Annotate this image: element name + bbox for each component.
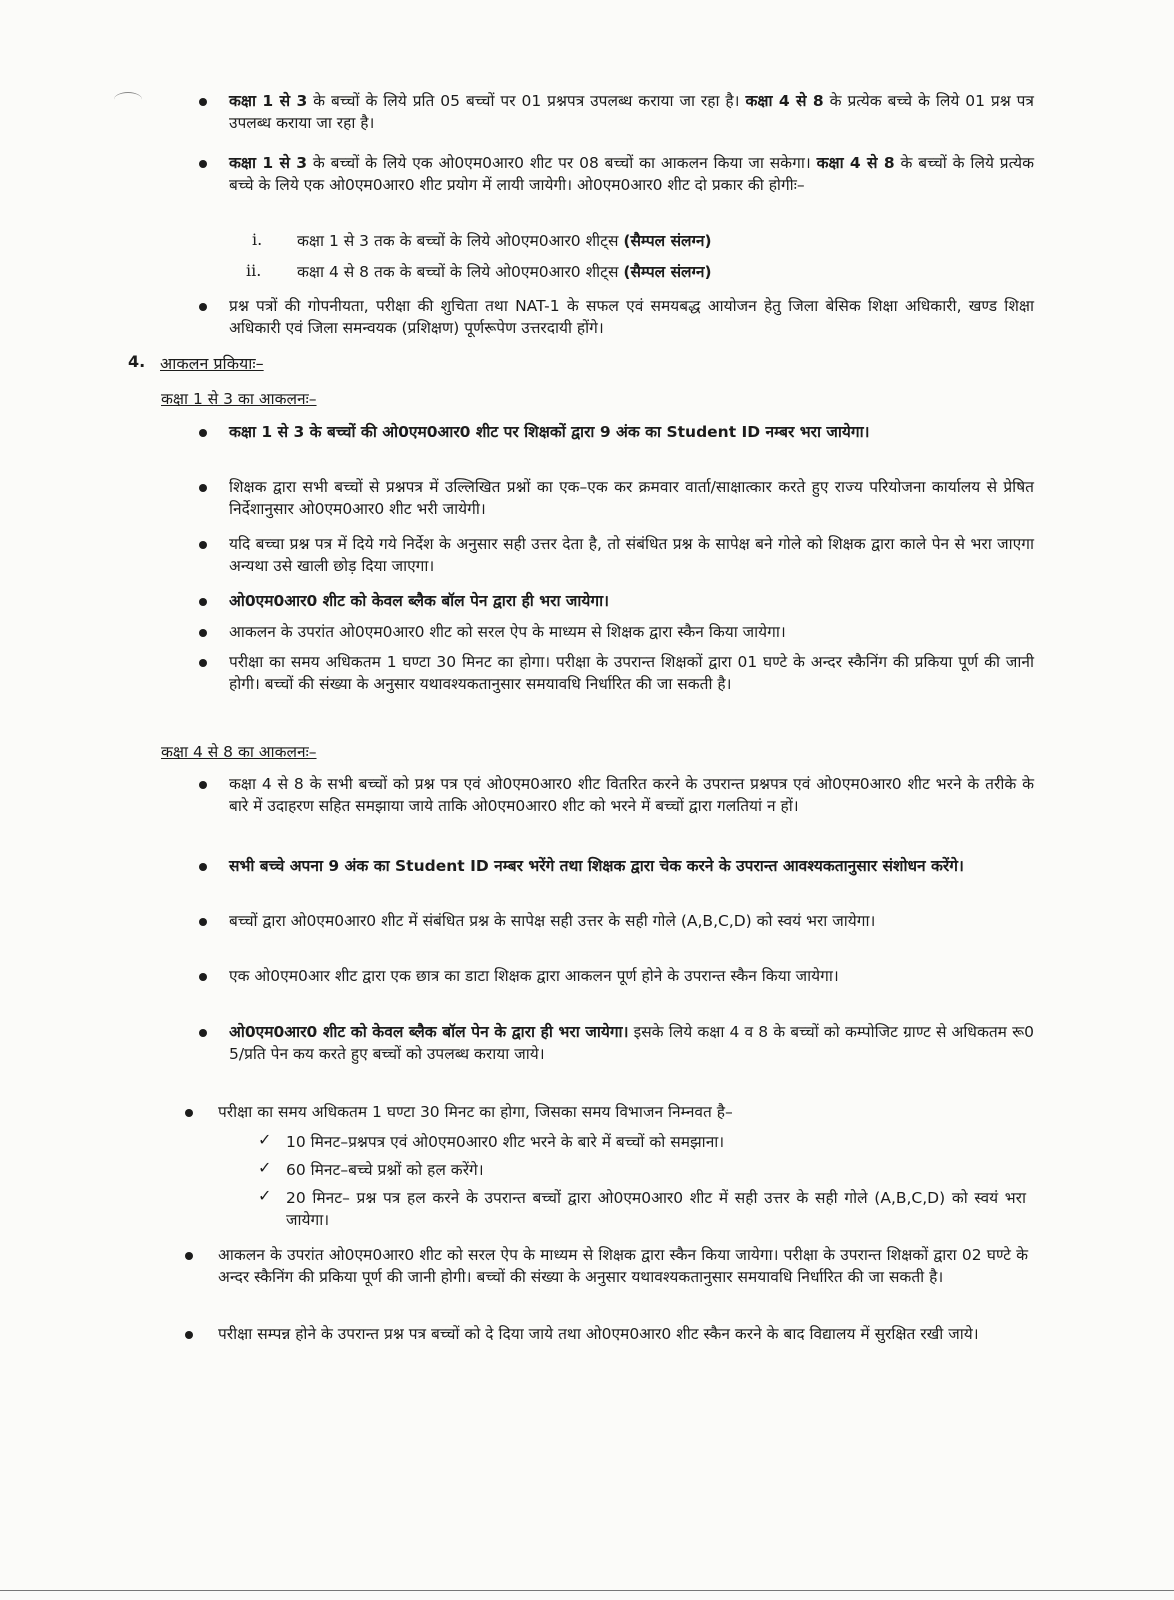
bullet-dot (199, 598, 207, 606)
bullet-item (229, 590, 1034, 612)
time-split-item (286, 1131, 1026, 1153)
body-text: इसके लिये कक्षा 4 व 8 के बच्चों को कम्पोजिट ग्राण्ट से अधिकतम रू0 5/प्रति पेन कय करते हुए बच्चों को उपलब्ध कराया जाये। (229, 1023, 1034, 1063)
bullet-dot (185, 1109, 193, 1117)
checkmark-icon: ✓ (258, 1186, 272, 1205)
checkmark-icon: ✓ (258, 1130, 272, 1149)
bold-text: कक्षा 4 से 8 (816, 154, 895, 172)
bullet-dot (199, 918, 207, 926)
omr-type-item (297, 261, 1017, 283)
body-text: आकलन के उपरांत ओ0एम0आर0 शीट को सरल ऐप के माध्यम से शिक्षक द्वारा स्कैन किया जायेगा। परीक्षा के उपरान्त शिक्षकों द्वारा 02 घण्टे के अन्दर स्कैनिंग की प्रकिया पूर्ण की जानी होगी। बच्चों की संख्या के अनुसार यथावश्यकतानुसार समयावधि निर्धारित की जा सकती है। (218, 1246, 1028, 1286)
body-text: शिक्षक द्वारा सभी बच्चों से प्रश्नपत्र में उल्लिखित प्रश्नों का एक–एक कर क्रमवार वार्ता/साक्षात्कार करते हुए राज्य परियोजना कार्यालय से प्रेषित निर्देशानुसार ओ0एम0आर0 शीट भरी जायेगी। (229, 478, 1034, 518)
bold-text: ओ0एम0आर0 शीट को केवल ब्लैक बॉल पेन के द्वारा ही भरा जायेगा। (229, 1023, 629, 1041)
time-split-item (286, 1187, 1026, 1231)
bullet-dot (199, 659, 207, 667)
bullet-dot (199, 863, 207, 871)
page-edge-line (0, 1590, 1174, 1591)
body-text: बच्चों द्वारा ओ0एम0आर0 शीट में संबंधित प्रश्न के सापेक्ष सही उत्तर के सही गोले (A,B,C,D) को स्वयं भरा जायेगा। (229, 912, 876, 930)
section-number: 4. (128, 352, 146, 371)
bullet-item (229, 295, 1034, 339)
roman-numeral: ii. (246, 261, 262, 280)
body-text: एक ओ0एम0आर शीट द्वारा एक छात्र का डाटा शिक्षक द्वारा आकलन पूर्ण होने के उपरान्त स्कैन किया जायेगा। (229, 967, 839, 985)
body-text: यदि बच्चा प्रश्न पत्र में दिये गये निर्देश के अनुसार सही उत्तर देता है, तो संबंधित प्रश्न के सापेक्ष बने गोले को शिक्षक द्वारा काले पेन से भरा जाएगा अन्यथा उसे खाली छोड़ दिया जाएगा। (229, 535, 1034, 575)
bullet-dot (199, 303, 207, 311)
bold-text: कक्षा 1 से 3 (229, 154, 308, 172)
scan-mark (114, 92, 142, 107)
bullet-dot (199, 541, 207, 549)
bullet-dot (185, 1252, 193, 1260)
time-split-item (286, 1159, 1026, 1181)
roman-numeral: i. (252, 230, 263, 249)
bullet-dot (199, 629, 207, 637)
bullet-item (229, 152, 1034, 196)
bold-text: (सैम्पल संलग्न) (623, 232, 712, 250)
bullet-item (229, 910, 1034, 932)
bullet-item (229, 773, 1034, 817)
bold-text: कक्षा 1 से 3 (229, 92, 308, 110)
bullet-dot (185, 1331, 193, 1339)
body-text: 10 मिनट–प्रश्नपत्र एवं ओ0एम0आर0 शीट भरने के बारे में बच्चों को समझाना। (286, 1133, 725, 1151)
bullet-dot (199, 781, 207, 789)
bold-text: सभी बच्चे अपना 9 अंक का Student ID नम्बर भरेंगे तथा शिक्षक द्वारा चेक करने के उपरान्त आवश्यकतानुसार संशोधन करेंगे। (229, 857, 964, 875)
bullet-dot (199, 160, 207, 168)
bullet-item (229, 965, 1034, 987)
bullet-item (229, 621, 1034, 643)
body-text: 60 मिनट–बच्चे प्रश्नों को हल करेंगे। (286, 1161, 484, 1179)
bullet-item (229, 1021, 1034, 1065)
body-text: कक्षा 4 से 8 तक के बच्चों के लिये ओ0एम0आर0 शीट्स (297, 263, 624, 281)
bold-text: ओ0एम0आर0 शीट को केवल ब्लैक बॉल पेन द्वारा ही भरा जायेगा। (229, 592, 609, 610)
bold-text: कक्षा 4 से 8 (745, 92, 824, 110)
bullet-dot (199, 429, 207, 437)
bullet-dot (199, 973, 207, 981)
bold-text: कक्षा 1 से 3 के बच्चों की ओ0एम0आर0 शीट पर शिक्षकों द्वारा 9 अंक का Student ID नम्बर भरा जायेगा। (229, 423, 870, 441)
bullet-item (229, 855, 1034, 877)
bullet-item (229, 421, 1034, 443)
body-text: के बच्चों के लिये एक ओ0एम0आर0 शीट पर 08 बच्चों का आकलन किया जा सकेगा। (307, 154, 817, 172)
bullet-item (229, 90, 1034, 134)
body-text: प्रश्न पत्रों की गोपनीयता, परीक्षा की शुचिता तथा NAT-1 के सफल एवं समयबद्ध आयोजन हेतु जिला बेसिक शिक्षा अधिकारी, खण्ड शिक्षा अधिकारी एवं जिला समन्वयक (प्रशिक्षण) पूर्णरूपेण उत्तरदायी होंगे। (229, 297, 1034, 337)
subsection-title: कक्षा 4 से 8 का आकलनः– (161, 743, 317, 761)
bullet-item (229, 476, 1034, 520)
bullet-dot (199, 1029, 207, 1037)
body-text: परीक्षा का समय अधिकतम 1 घण्टा 30 मिनट का होगा। परीक्षा के उपरान्त शिक्षकों द्वारा 01 घण्टे के अन्दर स्कैनिंग की प्रकिया पूर्ण की जानी होगी। बच्चों की संख्या के अनुसार यथावश्यकतानुसार समयावधि निर्धारित की जा सकती है। (229, 653, 1034, 693)
body-text: कक्षा 4 से 8 के सभी बच्चों को प्रश्न पत्र एवं ओ0एम0आर0 शीट वितरित करने के उपरान्त प्रश्नपत्र एवं ओ0एम0आर0 शीट भरने के तरीके के बारे में उदाहरण सहित समझाया जाये ताकि ओ0एम0आर0 शीट को भरने में बच्चों द्वारा गलतियां न हों। (229, 775, 1034, 815)
body-text: 20 मिनट– प्रश्न पत्र हल करने के उपरान्त बच्चों द्वारा ओ0एम0आर0 शीट में सही उत्तर के सही गोले (A,B,C,D) को स्वयं भरा जायेगा। (286, 1189, 1026, 1229)
body-text: के प्रत्येक बच्चे के लिये 01 प्रश्न पत्र उपलब्ध कराया जा रहा है। (229, 92, 1034, 132)
bold-text: (सैम्पल संलग्न) (623, 263, 712, 281)
bullet-item (229, 533, 1034, 577)
body-text: के बच्चों के लिये प्रति 05 बच्चों पर 01 प्रश्नपत्र उपलब्ध कराया जा रहा है। (307, 92, 746, 110)
section-title: आकलन प्रकियाः– (160, 354, 264, 373)
bullet-dot (199, 484, 207, 492)
bullet-item (218, 1323, 1028, 1345)
checkmark-icon: ✓ (258, 1158, 272, 1177)
body-text: के बच्चों के लिये प्रत्येक बच्चे के लिये एक ओ0एम0आर0 शीट प्रयोग में लायी जायेगी। ओ0एम0आर0 शीट दो प्रकार की होगीः– (229, 154, 1035, 194)
bullet-item (229, 651, 1034, 695)
subsection-title: कक्षा 1 से 3 का आकलनः– (161, 390, 317, 408)
body-text: परीक्षा का समय अधिकतम 1 घण्टा 30 मिनट का होगा, जिसका समय विभाजन निम्नवत है– (218, 1103, 733, 1121)
body-text: कक्षा 1 से 3 तक के बच्चों के लिये ओ0एम0आर0 शीट्स (297, 232, 624, 250)
body-text: परीक्षा सम्पन्न होने के उपरान्त प्रश्न पत्र बच्चों को दे दिया जाये तथा ओ0एम0आर0 शीट स्कैन करने के बाद विद्यालय में सुरक्षित रखी जाये। (218, 1325, 979, 1343)
bullet-item (218, 1244, 1028, 1288)
body-text: आकलन के उपरांत ओ0एम0आर0 शीट को सरल ऐप के माध्यम से शिक्षक द्वारा स्कैन किया जायेगा। (229, 623, 786, 641)
omr-type-item (297, 230, 1017, 252)
bullet-dot (199, 98, 207, 106)
bullet-item (218, 1101, 1028, 1123)
